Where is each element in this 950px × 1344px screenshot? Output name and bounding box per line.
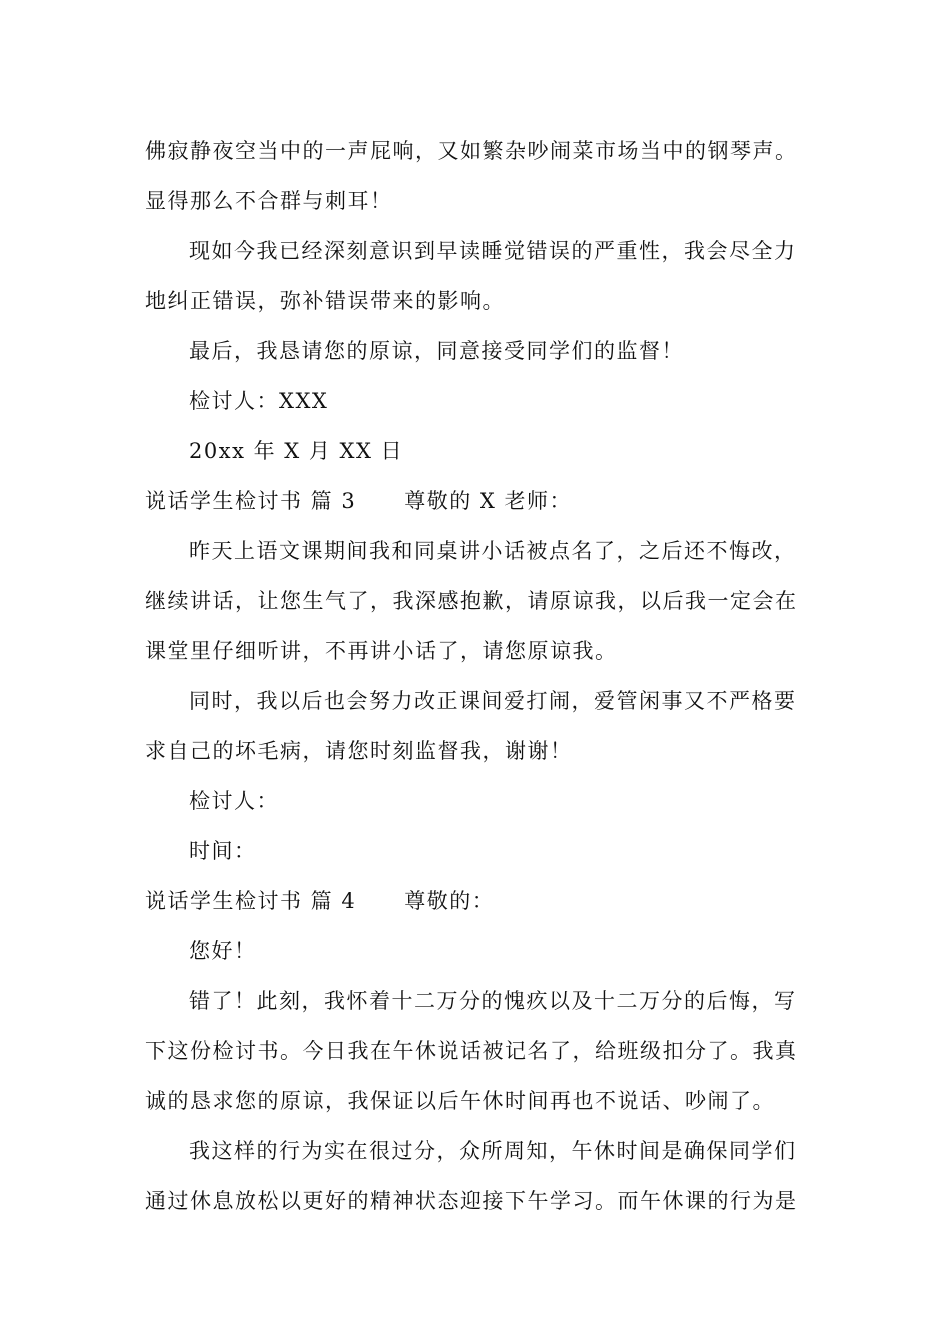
document-body bbox=[145, 126, 810, 1226]
paragraph-line: 现如今我已经深刻意识到早读睡觉错误的严重性，我会尽全力 bbox=[189, 239, 797, 263]
paragraph-line: 显得那么不合群与刺耳！ bbox=[145, 189, 393, 213]
date-line: 时间： bbox=[189, 839, 257, 863]
signature-line: 检讨人： bbox=[189, 789, 279, 813]
paragraph-line: 地纠正错误，弥补错误带来的影响。 bbox=[145, 289, 505, 313]
date-line: 20xx 年 X 月 XX 日 bbox=[189, 439, 404, 463]
paragraph-line: 我这样的行为实在很过分，众所周知，午休时间是确保同学们 bbox=[189, 1139, 797, 1163]
section-title: 说话学生检讨书 篇 4 bbox=[145, 889, 357, 913]
paragraph-line: 同时，我以后也会努力改正课间爱打闹，爱管闲事又不严格要 bbox=[189, 689, 797, 713]
section-heading-3 bbox=[145, 476, 810, 526]
salutation: 尊敬的 X 老师： bbox=[404, 489, 573, 513]
paragraph-line: 通过休息放松以更好的精神状态迎接下午学习。而午休课的行为是 bbox=[145, 1189, 798, 1213]
paragraph-line: 最后，我恳请您的原谅，同意接受同学们的监督！ bbox=[189, 339, 684, 363]
greeting-line: 您好！ bbox=[189, 939, 257, 963]
paragraph-line: 课堂里仔细听讲，不再讲小话了，请您原谅我。 bbox=[145, 639, 618, 663]
paragraph-line: 下这份检讨书。今日我在午休说话被记名了，给班级扣分了。我真 bbox=[145, 1039, 798, 1063]
signature-line: 检讨人：XXX bbox=[189, 389, 329, 413]
paragraph-line: 佛寂静夜空当中的一声屁响，又如繁杂吵闹菜市场当中的钢琴声。 bbox=[145, 139, 798, 163]
section-heading-4 bbox=[145, 876, 810, 926]
paragraph-line: 求自己的坏毛病，请您时刻监督我，谢谢！ bbox=[145, 739, 573, 763]
paragraph-line: 继续讲话，让您生气了，我深感抱歉，请原谅我，以后我一定会在 bbox=[145, 589, 798, 613]
salutation: 尊敬的： bbox=[404, 889, 495, 913]
paragraph-line: 诚的恳求您的原谅，我保证以后午休时间再也不说话、吵闹了。 bbox=[145, 1089, 775, 1113]
section-title: 说话学生检讨书 篇 3 bbox=[145, 489, 357, 513]
paragraph-line: 昨天上语文课期间我和同桌讲小话被点名了，之后还不悔改， bbox=[189, 539, 797, 563]
paragraph-line: 错了！此刻，我怀着十二万分的愧疚以及十二万分的后悔，写 bbox=[189, 989, 797, 1013]
